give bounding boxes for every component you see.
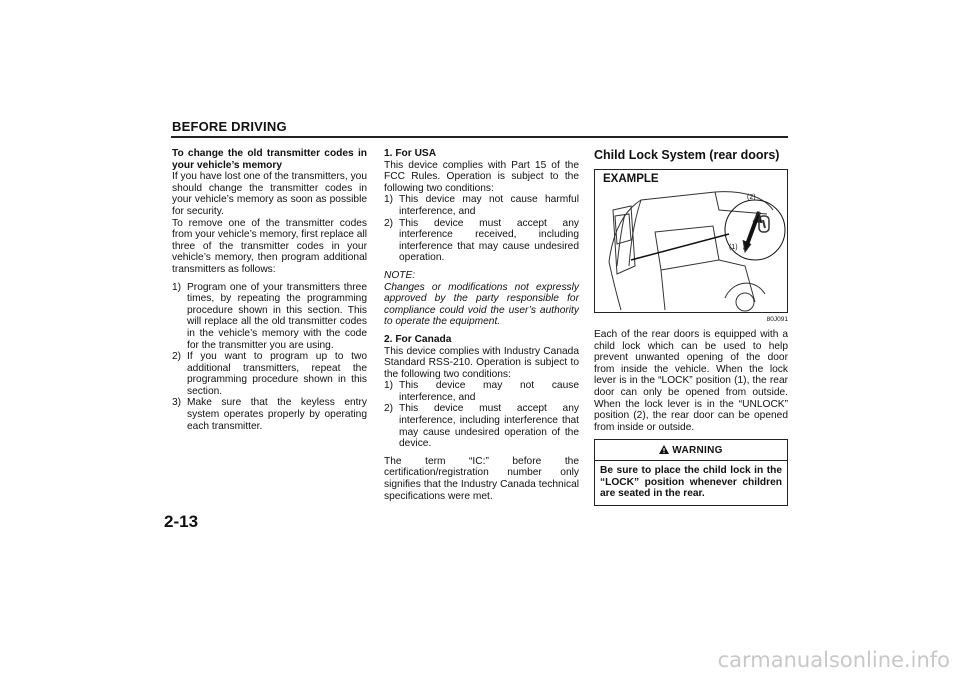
transmitter-codes-para1: If you have lost one of the transmitters, you should change the transmitter codes in your vehicle’s memory as soon as possible for security. [172, 171, 367, 217]
usa-heading: 1. For USA [384, 148, 437, 159]
warning-title: WARNING [672, 445, 723, 457]
column-child-lock [594, 148, 788, 506]
note-text: Changes or modifications not expressly approved by the party responsible for compliance could void the user’s authority to operate the equipment. [384, 281, 579, 328]
list-item [384, 380, 579, 403]
list-text: This device may not cause harmful interference, and [399, 194, 579, 217]
warning-triangle-icon [659, 445, 669, 454]
page-number: 2-13 [164, 512, 199, 531]
list-number: 1) [172, 281, 182, 293]
list-text: This device must accept any interference received, including interference that may cause undesired operation. [399, 217, 579, 264]
list-text: Make sure that the keyless entry system operates properly by operating each transmitter. [187, 397, 367, 432]
child-lock-body: Each of the rear doors is equipped with a child lock which can be used to help prevent unwanted opening of the door from inside the vehicle. When the lock lever is in the “LOCK” position (1), the rear door can only be opened from outside. When the lock lever is in the “UNLOCK” position (2), the rear door can be opened from inside or outside. [594, 329, 788, 433]
ic-text: The term “IC:” before the certification/registration number only signifies that the Industry Canada technical specifications were met. [384, 455, 579, 502]
callout-1: (1) [729, 244, 738, 251]
usa-text: This device complies with Part 15 of the FCC Rules. Operation is subject to the following two conditions: [384, 159, 579, 194]
list-number: 1) [384, 194, 394, 206]
column-transmitter-codes [172, 148, 367, 432]
header-divider [171, 136, 788, 138]
list-number: 2) [384, 217, 394, 229]
figure-code: 80J091 [766, 316, 788, 323]
list-text: If you want to program up to two additional transmitters, repeat the programming procedure shown in this section. [187, 351, 367, 397]
car-rear-door-illustration [595, 170, 787, 312]
canada-heading: 2. For Canada [384, 333, 452, 345]
callout-2: (2) [747, 194, 756, 201]
list-text: Program one of your transmitters three times, by repeating the programming procedure shown in this section. This will replace all the old transmitter codes in the vehicle’s memory with the code for the transmitter you are using. [187, 281, 367, 351]
list-item [172, 351, 367, 397]
list-number: 3) [172, 397, 182, 409]
page-header-title: BEFORE DRIVING [172, 119, 287, 134]
transmitter-codes-para2: To remove one of the transmitter codes from your vehicle’s memory, first replace all three of the transmitter codes in your vehicle’s memory, then program additional transmitters as follows: [172, 217, 367, 275]
list-text: This device may not cause interference, and [399, 380, 579, 403]
list-item [384, 194, 579, 217]
canada-text: This device complies with Industry Canada Standard RSS-210. Operation is subject to the following two conditions: [384, 345, 579, 380]
warning-header [595, 440, 787, 461]
warning-text: Be sure to place the child lock in the “LOCK” position whenever children are seated in the rear. [600, 464, 782, 500]
list-number: 2) [172, 351, 182, 363]
transmitter-codes-heading: To change the old transmitter codes in your vehicle’s memory [172, 148, 367, 171]
list-item [172, 397, 367, 432]
list-item [384, 218, 579, 264]
column-regulatory [384, 148, 579, 502]
list-item [384, 403, 579, 449]
note-label: NOTE: [384, 269, 416, 281]
list-item [172, 282, 367, 352]
list-text: This device must accept any interference, including interference that may cause undesired operation of the device. [399, 403, 579, 450]
figure-label: EXAMPLE [603, 173, 659, 185]
list-number: 1) [384, 380, 394, 392]
warning-box [594, 439, 788, 505]
child-lock-figure [594, 169, 788, 313]
list-number: 2) [384, 403, 394, 415]
child-lock-section-title: Child Lock System (rear doors) [594, 148, 780, 162]
watermark: carmanualsonline.info [717, 648, 950, 672]
